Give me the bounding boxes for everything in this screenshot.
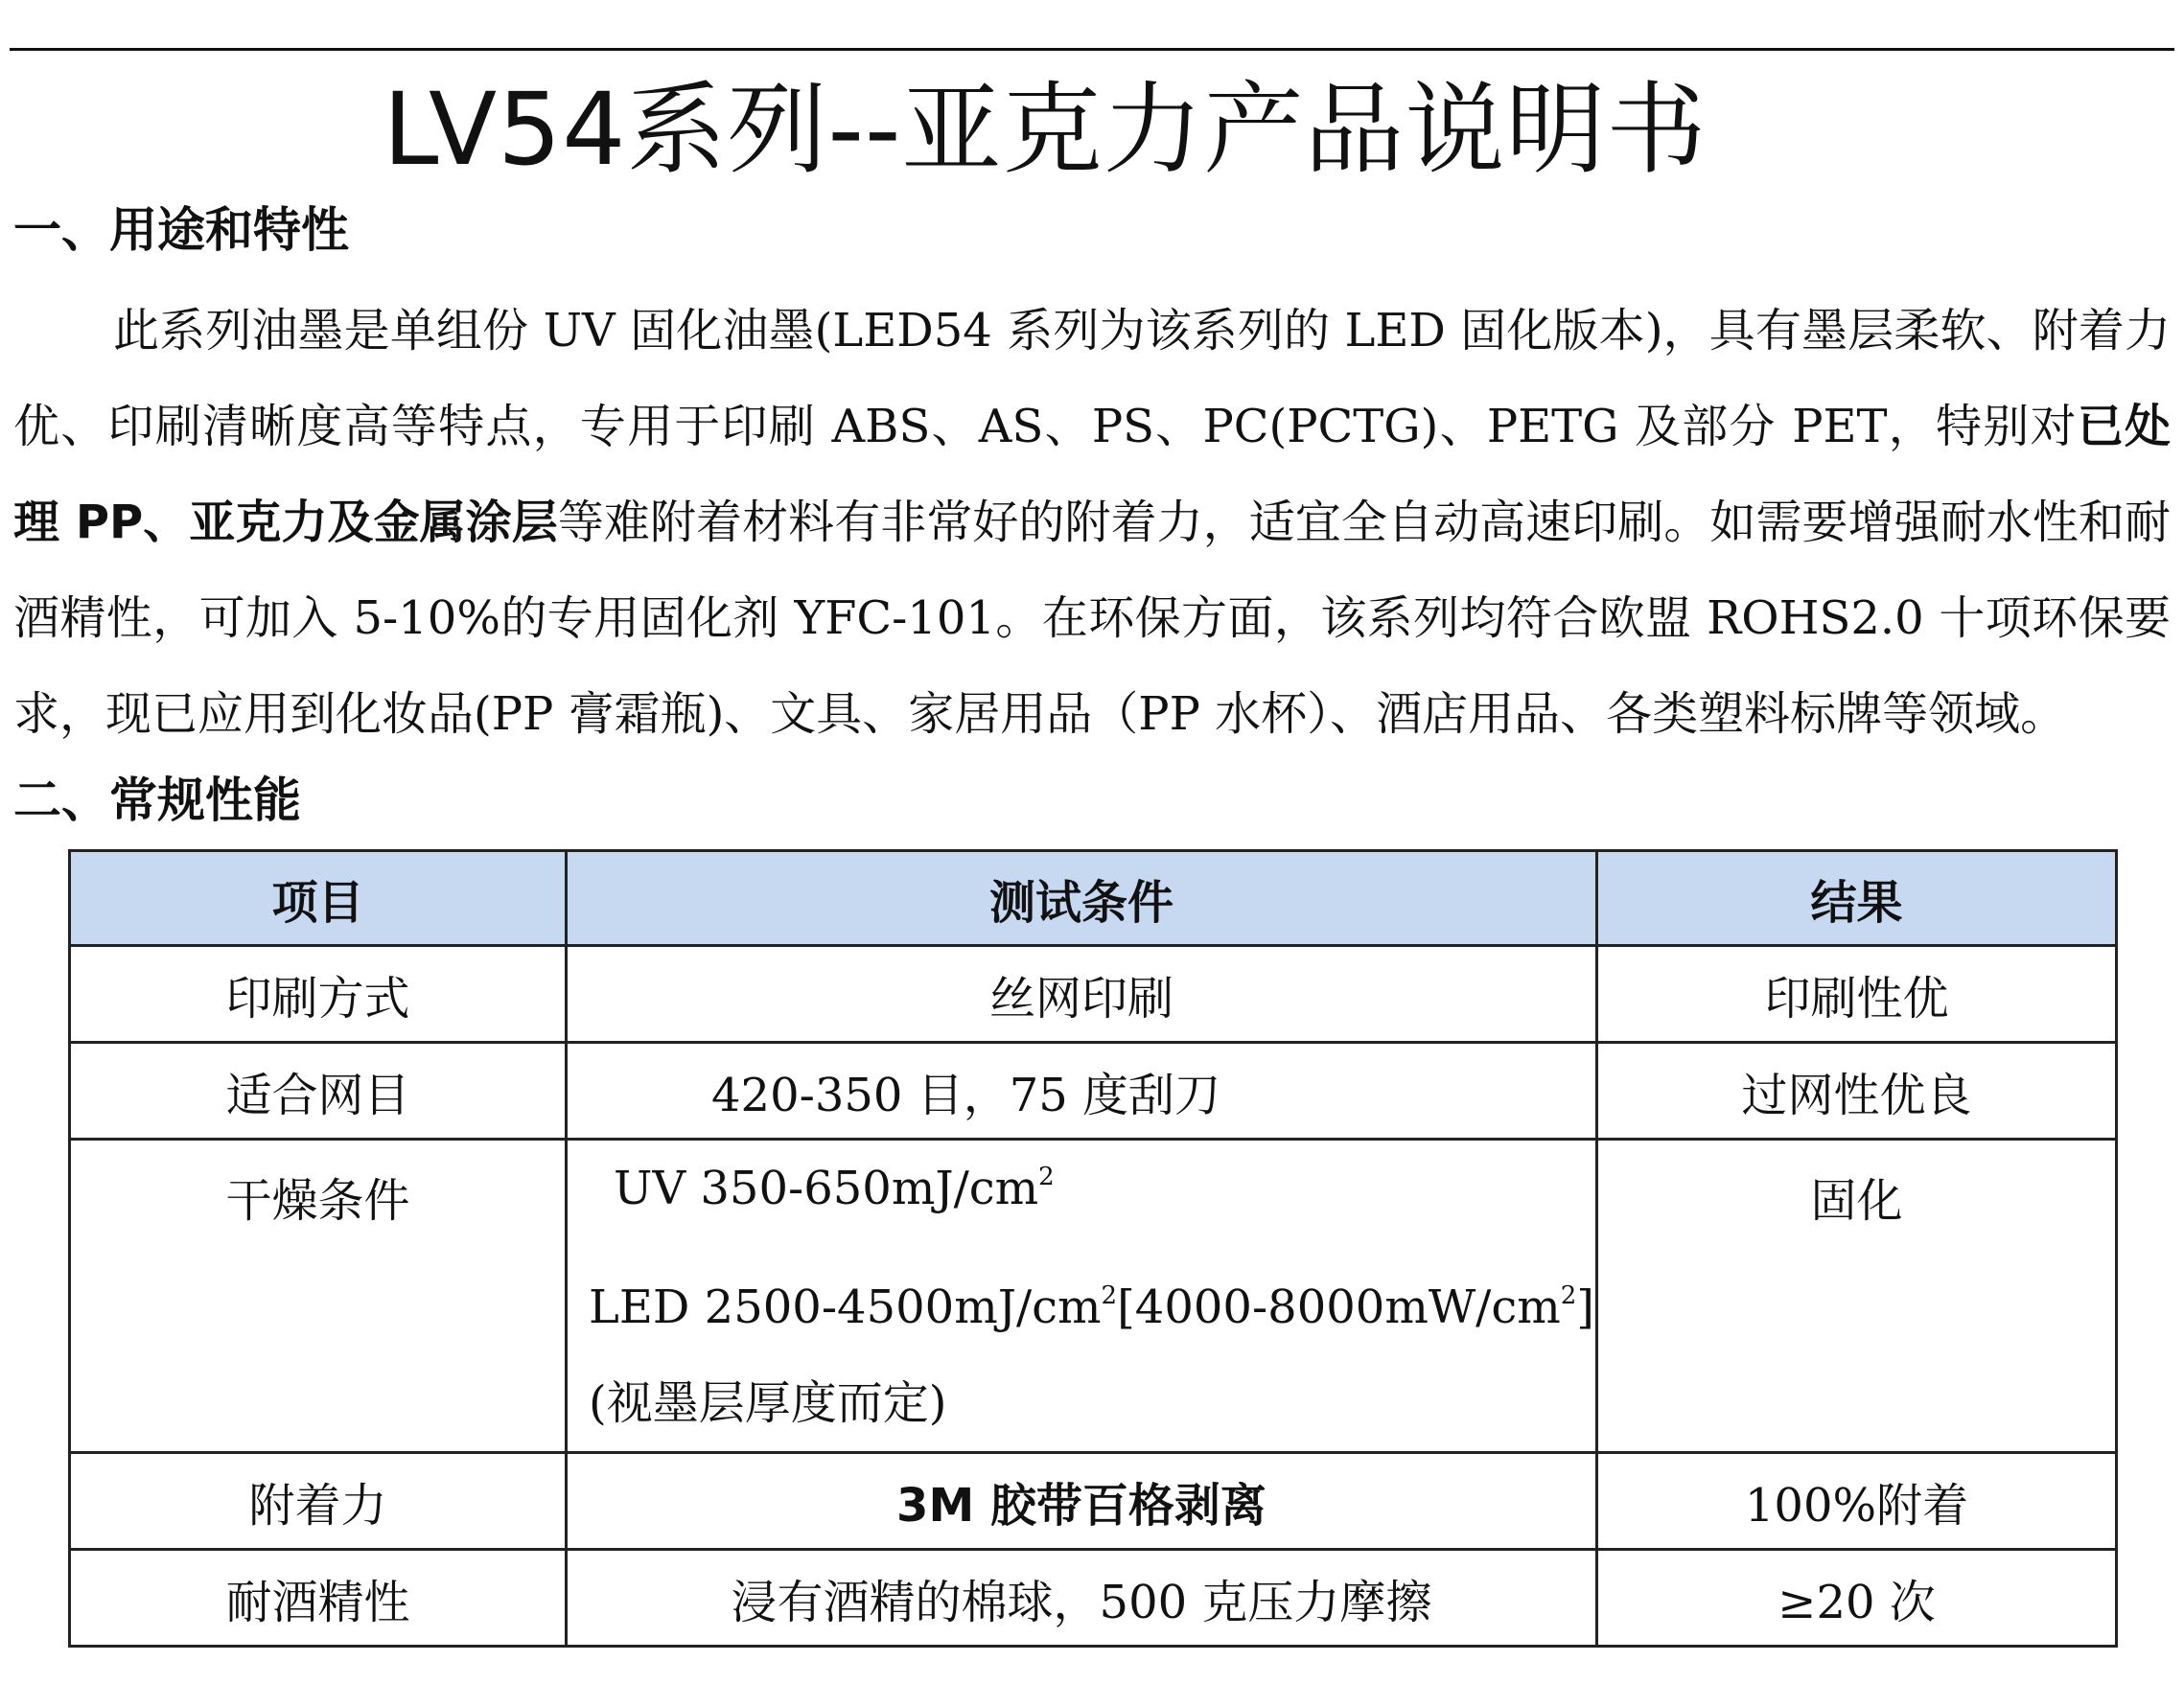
row-condition: 3M 胶带百格剥离 bbox=[567, 1453, 1597, 1550]
row-result: 100%附着 bbox=[1597, 1453, 2117, 1550]
section-heading-usage: 一、用途和特性 bbox=[13, 202, 349, 258]
performance-table bbox=[68, 849, 2118, 1648]
row-condition-drying bbox=[567, 1140, 1597, 1453]
led-condition-line: LED $2500-4500mJ/cm^2[4000-8000mW/cm^2]$ bbox=[589, 1280, 1595, 1334]
table-row bbox=[70, 1453, 2117, 1550]
table-row bbox=[70, 1043, 2117, 1140]
row-result: ≥20 次 bbox=[1597, 1550, 2117, 1647]
row-condition: 浸有酒精的棉球，500 克压力摩擦 bbox=[567, 1550, 1597, 1647]
top-rule bbox=[10, 48, 2174, 51]
row-item: 耐酒精性 bbox=[70, 1550, 567, 1647]
usage-paragraph bbox=[13, 283, 2171, 762]
paragraph-bold-text: 已处理 PP、亚克力及金属涂层 bbox=[13, 400, 2171, 549]
row-item: 附着力 bbox=[70, 1453, 567, 1550]
table-header-row bbox=[70, 851, 2117, 946]
column-header-condition: 测试条件 bbox=[567, 851, 1597, 946]
row-item: 印刷方式 bbox=[70, 946, 567, 1043]
row-condition: 420-350 目，75 度刮刀 bbox=[567, 1043, 1597, 1140]
section-heading-performance: 二、常规性能 bbox=[13, 773, 301, 828]
column-header-result: 结果 bbox=[1597, 851, 2117, 946]
table-row bbox=[70, 1550, 2117, 1647]
row-item: 适合网目 bbox=[70, 1043, 567, 1140]
table-row bbox=[70, 946, 2117, 1043]
table-row bbox=[70, 1140, 2117, 1453]
paragraph-text-2: 等难附着材料有非常好的附着力，适宜全自动高速印刷。如需要增强耐水性和耐酒精性，可加入 5-10%的专用固化剂 YFC-101。在环保方面，该系列均符合欧盟 ROHS2.0 十项环保要求，现已应用到化妆品(PP 膏霜瓶)、文具、家居用品（PP 水杯）、酒店用品、各类塑料标牌等领域。 bbox=[13, 496, 2171, 741]
row-condition: 丝网印刷 bbox=[567, 946, 1597, 1043]
row-item: 干燥条件 bbox=[70, 1140, 567, 1453]
row-result: 固化 bbox=[1597, 1140, 2117, 1453]
paragraph-text-1: 此系列油墨是单组份 UV 固化油墨(LED54 系列为该系列的 LED 固化版本)，具有墨层柔软、附着力优、印刷清晰度高等特点，专用于印刷 ABS、AS、PS、PC(PCTG)、PETG 及部分 PET，特别对 bbox=[13, 304, 2171, 453]
uv-condition-line: UV $350-650mJ/cm^2$ bbox=[614, 1162, 1055, 1215]
row-result: 印刷性优 bbox=[1597, 946, 2117, 1043]
document-title: LV54系列--亚克力产品说明书 bbox=[383, 71, 1708, 188]
thickness-note-line: (视墨层厚度而定) bbox=[589, 1376, 947, 1430]
column-header-item: 项目 bbox=[70, 851, 567, 946]
row-result: 过网性优良 bbox=[1597, 1043, 2117, 1140]
